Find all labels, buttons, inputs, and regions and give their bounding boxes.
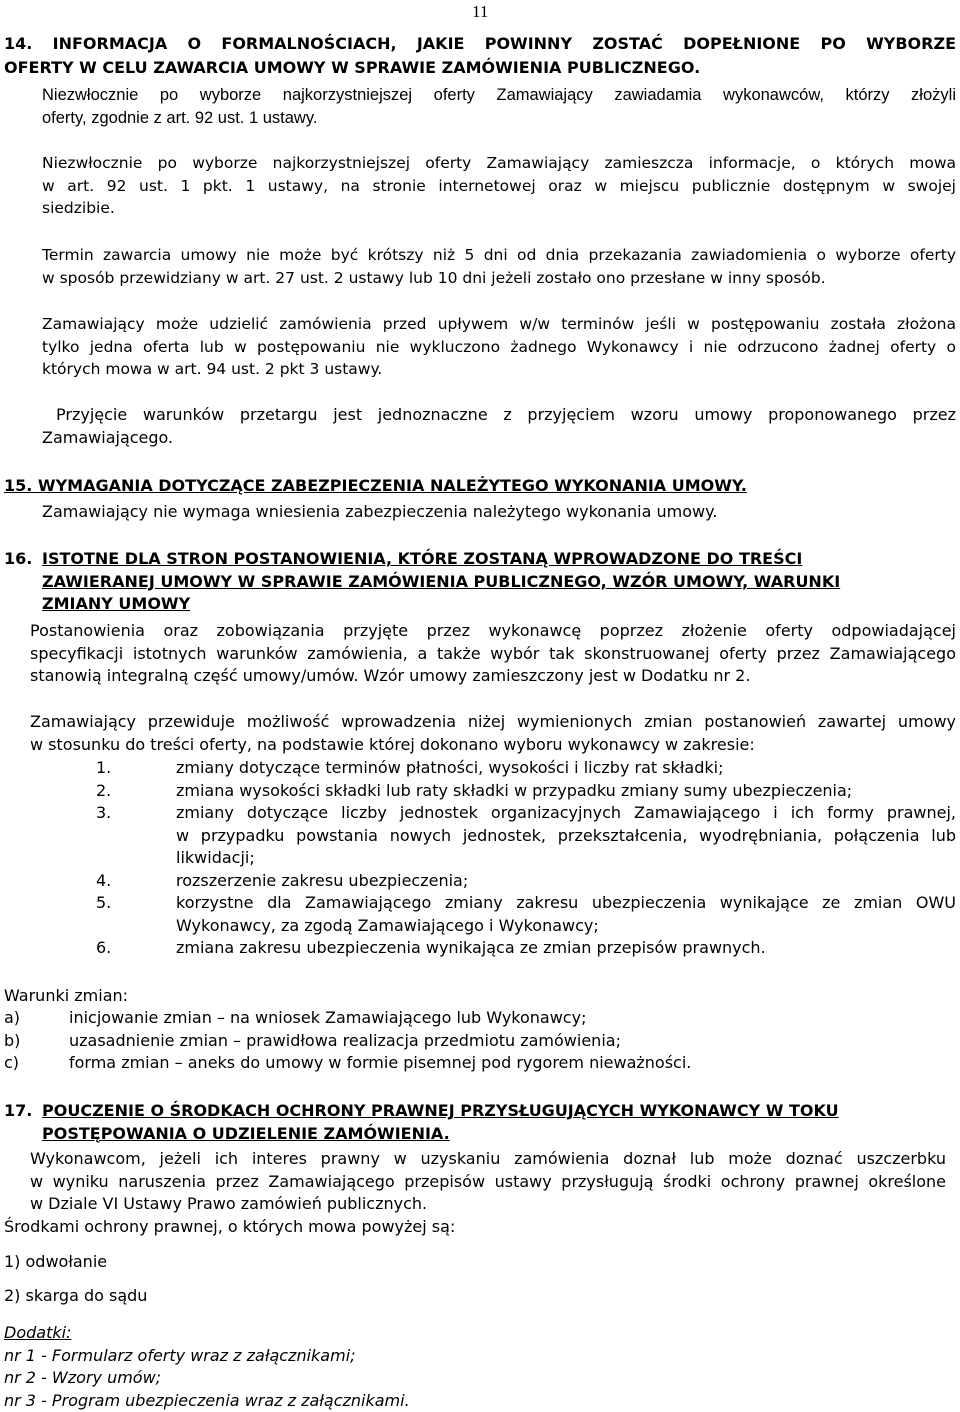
text-line: Środkami ochrony prawnej, o których mowa powyżej są:	[4, 1217, 455, 1236]
section-14-paragraph-5	[42, 404, 956, 449]
section-17-paragraph-1	[30, 1148, 946, 1216]
list-number: 1.	[96, 757, 111, 780]
condition-text: inicjowanie zmian – na wniosek Zamawiającego lub Wykonawcy;	[69, 1007, 586, 1030]
condition-letter: b)	[4, 1030, 20, 1053]
condition-item	[4, 1052, 956, 1075]
section-14-heading	[4, 33, 956, 56]
section-15-paragraph	[42, 501, 956, 524]
conditions-list	[4, 1007, 956, 1075]
text-line: oferty, zgodnie z art. 92 ust. 1 ustawy.	[42, 107, 956, 130]
text-line: Termin zawarcia umowy nie może być krótszy niż 5 dni od dnia przekazania zawiadomienia o wyborze oferty	[42, 244, 956, 267]
text-line: w sposób przewidziany w art. 27 ust. 2 ustawy lub 10 dni jeżeli zostało ono przesłane w inny sposób.	[42, 267, 956, 290]
text-line: Zamawiający przewiduje możliwość wprowadzenia niżej wymienionych zmian postanowień zawartej umowy	[30, 711, 956, 734]
text-line: w art. 92 ust. 1 pkt. 1 ustawy, na stronie internetowej oraz w miejscu publicznie dostępnym w swojej	[42, 175, 956, 198]
section-number: 17.	[4, 1101, 32, 1120]
list-item	[96, 870, 956, 893]
list-number: 2.	[96, 780, 111, 803]
text-line: Przyjęcie warunków przetargu jest jednoznaczne z przyjęciem wzoru umowy proponowanego przez	[42, 404, 956, 427]
heading-line: ZAWIERANEJ UMOWY W SPRAWIE ZAMÓWIENIA PUBLICZNEGO, WZÓR UMOWY, WARUNKI	[42, 571, 956, 594]
text-line: Wykonawcy, za zgodą Zamawiającego i Wykonawcy;	[176, 915, 956, 938]
section-14-heading-cont	[4, 57, 956, 80]
list-number: 5.	[96, 892, 111, 915]
text-line: w wyniku naruszenia przez Zamawiającego przepisów ustawy przysługują środki ochrony prawnej określone	[30, 1171, 946, 1194]
text-line: specyfikacji istotnych warunków zamówienia, a także wybór tak skonstruowanej oferty przez Zamawiającego	[30, 643, 956, 666]
list-text: zmiana wysokości składki lub raty składki w przypadku zmiany sumy ubezpieczenia;	[176, 780, 852, 803]
list-text	[176, 802, 956, 870]
text-line: Niezwłocznie po wyborze najkorzystniejszej oferty Zamawiający zamieszcza informacje, o których mowa	[42, 152, 956, 175]
list-item	[96, 780, 956, 803]
list-item	[96, 937, 956, 960]
section-14-paragraph-3	[42, 244, 956, 289]
text-line: w stosunku do treści oferty, na podstawie której dokonano wyboru wykonawcy w zakresie:	[30, 734, 956, 757]
list-text: zmiana zakresu ubezpieczenia wynikająca ze zmian przepisów prawnych.	[176, 937, 766, 960]
section-14-paragraph-1	[42, 84, 956, 129]
text-line: Wykonawcom, jeżeli ich interes prawny w uzyskaniu zamówienia doznał lub może doznać uszczerbku	[30, 1148, 946, 1171]
list-item	[96, 802, 956, 870]
text-line: Zamawiający nie wymaga wniesienia zabezpieczenia należytego wykonania umowy.	[42, 502, 717, 521]
text-line: Postanowienia oraz zobowiązania przyjęte przez wykonawcę poprzez złożenie oferty odpowiadającej	[30, 620, 956, 643]
list-number: 4.	[96, 870, 111, 893]
text-line: w Dziale VI Ustawy Prawo zamówień publicznych.	[30, 1193, 946, 1216]
text-line: Zamawiający może udzielić zamówienia przed upływem w/w terminów jeśli w postępowaniu została złożona	[42, 313, 956, 336]
section-16-number	[4, 548, 32, 571]
conditions-label	[4, 985, 128, 1008]
text-line: 2) skarga do sądu	[4, 1286, 147, 1305]
section-17-number	[4, 1100, 32, 1123]
addenda	[4, 1322, 604, 1412]
condition-item	[4, 1030, 956, 1053]
remedy-2	[4, 1285, 147, 1308]
heading-line: 14. INFORMACJA O FORMALNOŚCIACH, JAKIE POWINNY ZOSTAĆ DOPEŁNIONE PO WYBORZE	[4, 33, 956, 56]
heading-line: ZMIANY UMOWY	[42, 593, 956, 616]
condition-letter: a)	[4, 1007, 20, 1030]
list-number: 3.	[96, 802, 111, 825]
condition-item	[4, 1007, 956, 1030]
section-14-paragraph-2	[42, 152, 956, 220]
list-item	[96, 757, 956, 780]
text-line: stanowią integralną część umowy/umów. Wzór umowy zamieszczony jest w Dodatku nr 2.	[30, 665, 956, 688]
section-17-paragraph-2	[4, 1216, 455, 1239]
text-line: korzystne dla Zamawiającego zmiany zakresu ubezpieczenia wynikające ze zmian OWU	[176, 892, 956, 915]
section-number: 16.	[4, 549, 32, 568]
list-number: 6.	[96, 937, 111, 960]
section-16-paragraph-2	[30, 711, 956, 756]
page-number: 11	[472, 2, 488, 22]
section-14-paragraph-4	[42, 313, 956, 381]
addenda-label: Dodatki:	[4, 1322, 604, 1345]
addenda-item: nr 1 - Formularz oferty wraz z załącznikami;	[4, 1345, 604, 1368]
section-16-paragraph-1	[30, 620, 956, 688]
heading-line: POSTĘPOWANIA O UDZIELENIE ZAMÓWIENIA.	[42, 1123, 956, 1146]
section-16-heading	[42, 548, 956, 616]
list-text: rozszerzenie zakresu ubezpieczenia;	[176, 870, 468, 893]
text-line: Zamawiającego.	[42, 427, 956, 450]
text-line: zmiany dotyczące liczby jednostek organizacyjnych Zamawiającego i ich formy prawnej,	[176, 802, 956, 825]
text-line: likwidacji;	[176, 847, 956, 870]
list-text: zmiany dotyczące terminów płatności, wysokości i liczby rat składki;	[176, 757, 723, 780]
text-line: siedzibie.	[42, 197, 956, 220]
text-line: 1) odwołanie	[4, 1252, 107, 1271]
section-15-heading	[4, 475, 956, 498]
text-line: tylko jedna oferta lub w postępowaniu nie wykluczono żadnego Wykonawcy i nie odrzucono żadnej oferty o	[42, 336, 956, 359]
heading-line: POUCZENIE O ŚRODKACH OCHRONY PRAWNEJ PRZYSŁUGUJĄCYCH WYKONAWCY W TOKU	[42, 1100, 956, 1123]
heading-line: OFERTY W CELU ZAWARCIA UMOWY W SPRAWIE ZAMÓWIENIA PUBLICZNEGO.	[4, 58, 700, 77]
list-item	[96, 892, 956, 937]
condition-text: forma zmian – aneks do umowy w formie pisemnej pod rygorem nieważności.	[69, 1052, 691, 1075]
condition-text: uzasadnienie zmian – prawidłowa realizacja przedmiotu zamówienia;	[69, 1030, 621, 1053]
text-line: Niezwłocznie po wyborze najkorzystniejszej oferty Zamawiający zawiadamia wykonawców, którzy złożyli	[42, 84, 956, 107]
text-line: których mowa w art. 94 ust. 2 pkt 3 ustawy.	[42, 358, 956, 381]
heading-line: ISTOTNE DLA STRON POSTANOWIENIA, KTÓRE ZOSTANĄ WPROWADZONE DO TREŚCI	[42, 548, 956, 571]
text-line: Warunki zmian:	[4, 986, 128, 1005]
remedy-1	[4, 1251, 107, 1274]
section-16-change-list	[96, 757, 956, 960]
section-17-heading	[42, 1100, 956, 1145]
text-line: w przypadku powstania nowych jednostek, przekształcenia, wyodrębniania, połączenia lub	[176, 825, 956, 848]
addenda-item: nr 2 - Wzory umów;	[4, 1367, 604, 1390]
condition-letter: c)	[4, 1052, 19, 1075]
heading-text: 15. WYMAGANIA DOTYCZĄCE ZABEZPIECZENIA NALEŻYTEGO WYKONANIA UMOWY.	[4, 476, 747, 495]
addenda-item: nr 3 - Program ubezpieczenia wraz z załącznikami.	[4, 1390, 604, 1412]
list-text	[176, 892, 956, 937]
